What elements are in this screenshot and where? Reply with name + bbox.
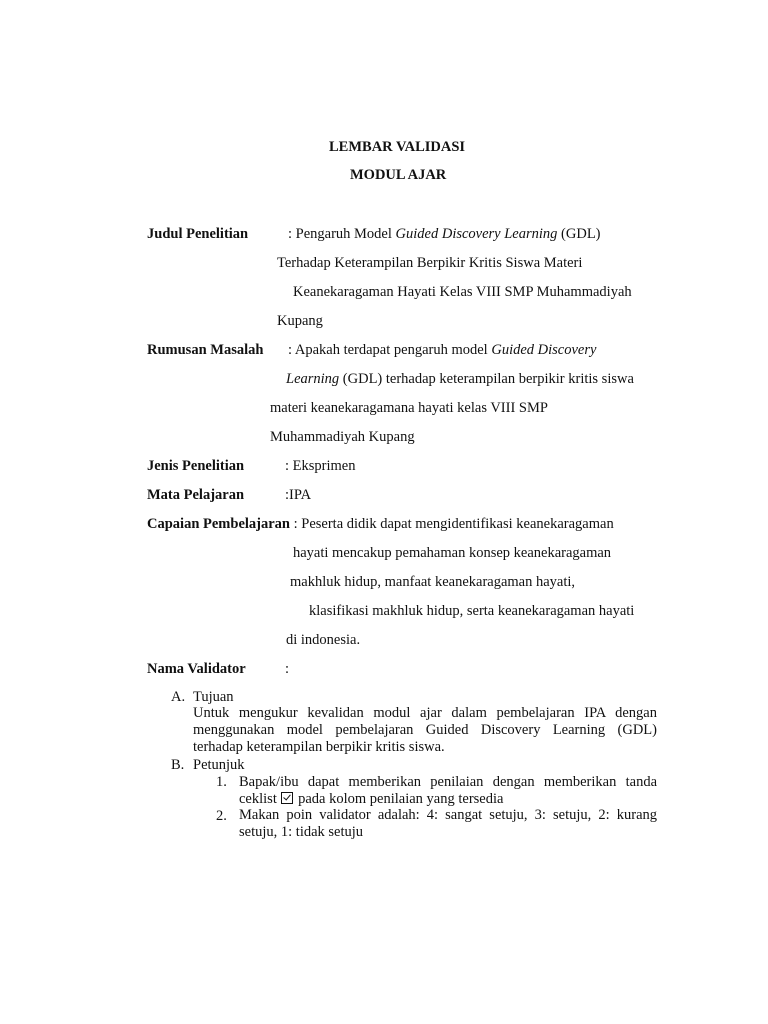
rumusan-line-2 bbox=[286, 370, 634, 388]
capaian-line-2: hayati mencakup pemahaman konsep keanekaragaman bbox=[293, 545, 612, 561]
section-a-marker: A. bbox=[171, 689, 186, 705]
rumusan-line-1 bbox=[288, 341, 596, 359]
mata-label: Mata Pelajaran bbox=[147, 487, 245, 503]
judul-label: Judul Penelitian bbox=[147, 226, 249, 242]
judul-sep: : Pengaruh Model bbox=[288, 226, 396, 242]
jenis-value: : Eksprimen bbox=[285, 458, 356, 474]
capaian-line-4: klasifikasi makhluk hidup, serta keanekaragaman hayati bbox=[309, 603, 635, 619]
capaian-line-1 bbox=[147, 515, 614, 533]
checked-box-icon bbox=[281, 792, 293, 804]
item-1-line-1: Bapak/ibu dapat memberikan penilaian dengan memberikan tanda bbox=[239, 774, 657, 790]
item-1-number: 1. bbox=[216, 774, 227, 790]
judul-line-3: Keanekaragaman Hayati Kelas VIII SMP Muhammadiyah bbox=[293, 284, 632, 300]
capaian-line-3: makhluk hidup, manfaat keanekaragaman hayati, bbox=[290, 574, 576, 590]
judul-rest: (GDL) bbox=[557, 226, 601, 242]
item-2-number: 2. bbox=[216, 808, 227, 824]
title-line-2: MODUL AJAR bbox=[350, 167, 447, 183]
judul-italic: Guided Discovery Learning bbox=[395, 226, 558, 242]
judul-line-1 bbox=[288, 225, 601, 243]
capaian-line-5: di indonesia. bbox=[286, 632, 361, 648]
item-1-line-2 bbox=[239, 790, 503, 808]
section-a-body: Untuk mengukur kevalidan modul ajar dalam pembelajaran IPA dengan menggunakan model pembelajaran Guided Discovery Learning (GDL) terhadap keterampilan berpikir kritis siswa. bbox=[193, 705, 657, 755]
judul-line-4: Kupang bbox=[277, 313, 323, 329]
item-1-pre: ceklist bbox=[239, 791, 281, 807]
section-b-marker: B. bbox=[171, 757, 185, 773]
rumusan-line-4: Muhammadiyah Kupang bbox=[270, 429, 415, 445]
rumusan-sep: : Apakah terdapat pengaruh model bbox=[288, 342, 492, 358]
capaian-line-1-text: : Peserta didik dapat mengidentifikasi keanekaragaman bbox=[289, 516, 614, 532]
validator-value: : bbox=[285, 661, 290, 677]
rumusan-label: Rumusan Masalah bbox=[147, 342, 264, 358]
rumusan-line-3: materi keanekaragamana hayati kelas VIII SMP bbox=[270, 400, 548, 416]
rumusan-line-2-rest: (GDL) terhadap keterampilan berpikir kritis siswa bbox=[339, 371, 634, 387]
item-1-post: pada kolom penilaian yang tersedia bbox=[294, 791, 504, 807]
rumusan-italic-2: Learning bbox=[286, 371, 340, 387]
rumusan-italic-1: Guided Discovery bbox=[491, 342, 597, 358]
item-2-text: Makan poin validator adalah: 4: sangat setuju, 3: setuju, 2: kurang setuju, 1: tidak setuju bbox=[239, 807, 657, 840]
section-b-title: Petunjuk bbox=[193, 757, 245, 773]
mata-value: :IPA bbox=[285, 487, 312, 503]
title-line-1: LEMBAR VALIDASI bbox=[329, 139, 466, 155]
jenis-label: Jenis Penelitian bbox=[147, 458, 245, 474]
capaian-label: Capaian Pembelajaran bbox=[147, 516, 290, 532]
judul-line-2: Terhadap Keterampilan Berpikir Kritis Siswa Materi bbox=[277, 255, 583, 271]
section-a-title: Tujuan bbox=[193, 689, 234, 705]
validator-label: Nama Validator bbox=[147, 661, 246, 677]
